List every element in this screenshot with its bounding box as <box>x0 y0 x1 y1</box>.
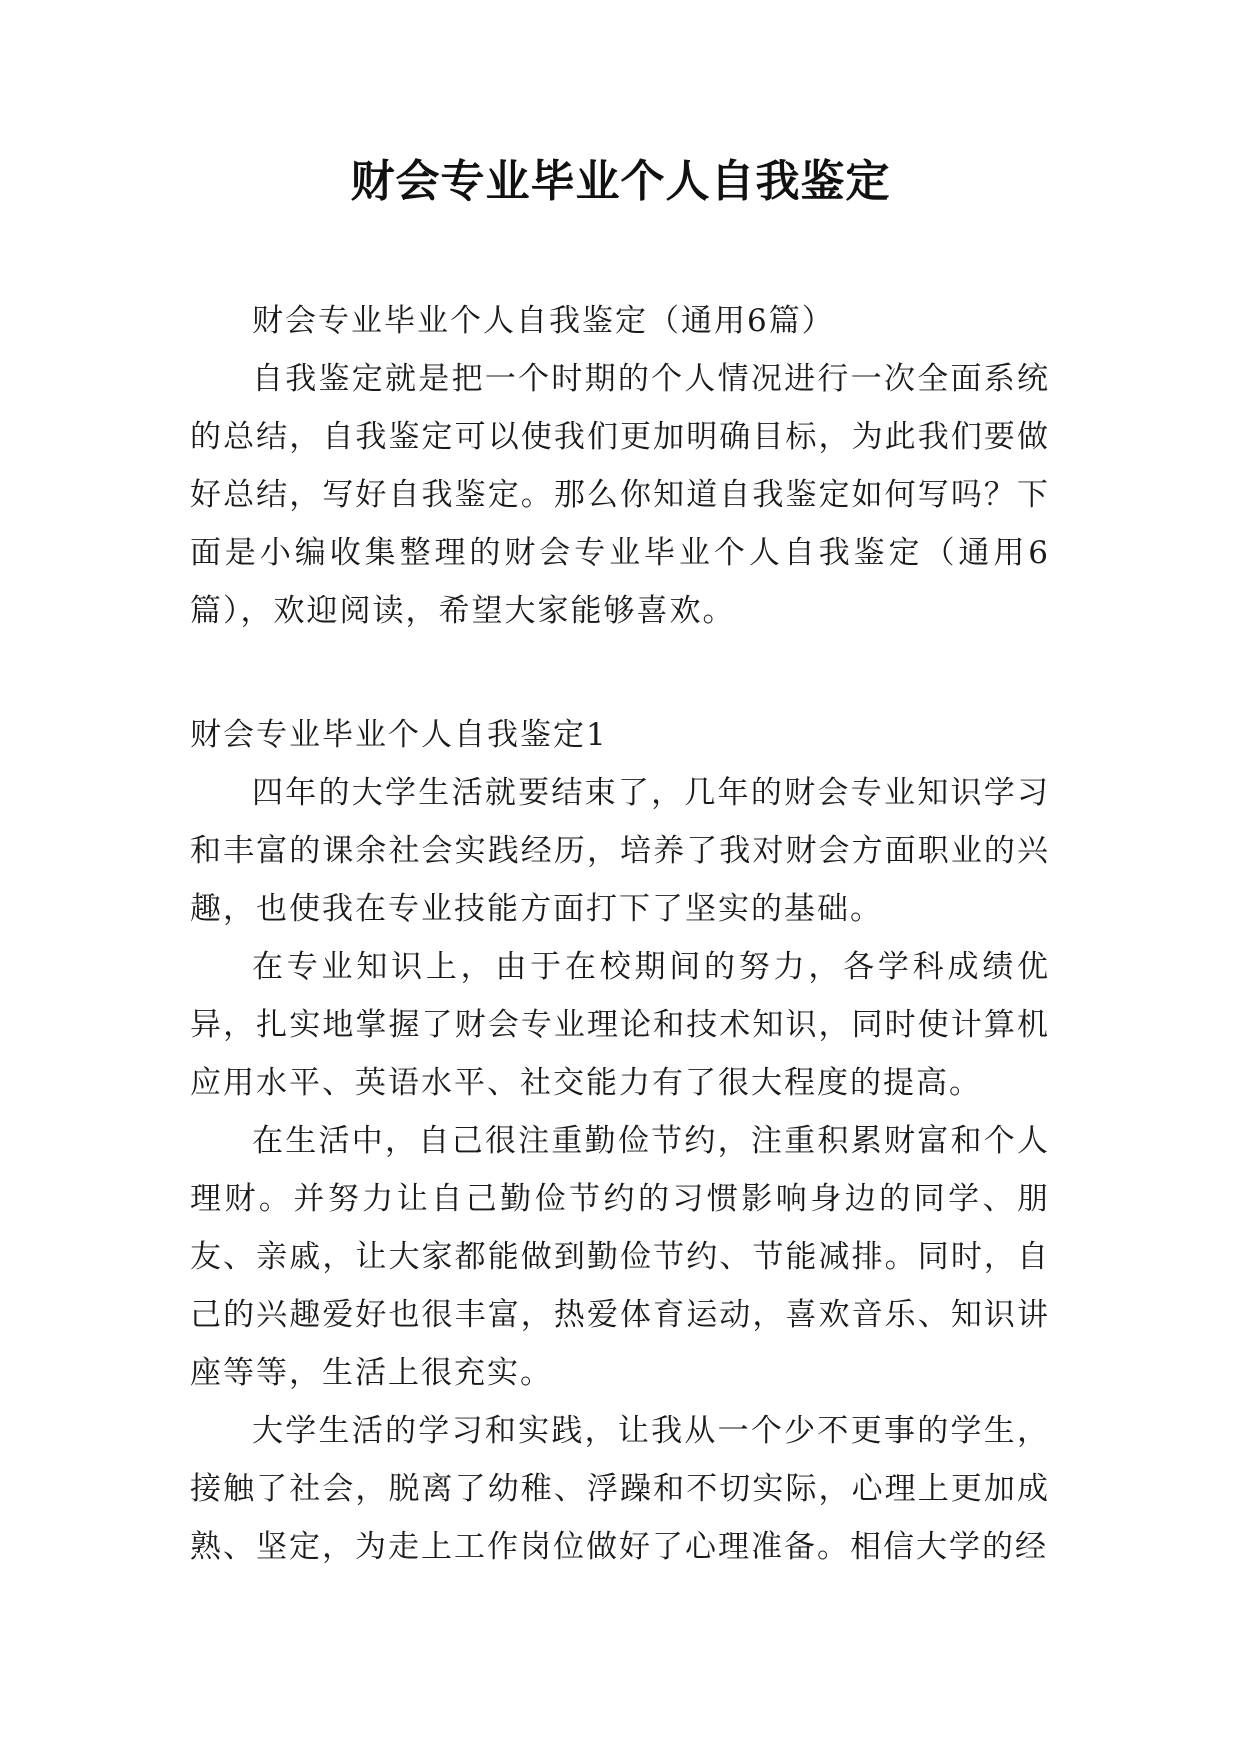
intro-line: 财会专业毕业个人自我鉴定（通用6篇） <box>252 303 835 339</box>
intro-paragraph: 自我鉴定就是把一个时期的个人情况进行一次全面系统的总结，自我鉴定可以使我们更加明确目标，为此我们要做好总结，写好自我鉴定。那么你知道自我鉴定如何写吗？下面是小编收集整理的财会专业毕业个人自我鉴定（通用6篇），欢迎阅读，希望大家能够喜欢。 <box>190 361 1050 629</box>
section-block <box>190 706 1050 1576</box>
section-paragraph: 大学生活的学习和实践，让我从一个少不更事的学生，接触了社会，脱离了幼稚、浮躁和不切实际，心理上更加成熟、坚定，为走上工作岗位做好了心理准备。相信大学的经 <box>190 1413 1050 1565</box>
document-title: 财会专业毕业个人自我鉴定 <box>350 156 891 207</box>
section-paragraph: 在专业知识上，由于在校期间的努力，各学科成绩优异，扎实地掌握了财会专业理论和技术知识，同时使计算机应用水平、英语水平、社交能力有了很大程度的提高。 <box>190 949 1050 1101</box>
section-paragraph: 四年的大学生活就要结束了，几年的财会专业知识学习和丰富的课余社会实践经历，培养了我对财会方面职业的兴趣，也使我在专业技能方面打下了坚实的基础。 <box>190 775 1050 927</box>
intro-block <box>190 292 1050 640</box>
section-paragraph: 在生活中，自己很注重勤俭节约，注重积累财富和个人理财。并努力让自己勤俭节约的习惯影响身边的同学、朋友、亲戚，让大家都能做到勤俭节约、节能减排。同时，自己的兴趣爱好也很丰富，热爱体育运动，喜欢音乐、知识讲座等等，生活上很充实。 <box>190 1123 1050 1391</box>
section-heading: 财会专业毕业个人自我鉴定1 <box>190 717 608 753</box>
